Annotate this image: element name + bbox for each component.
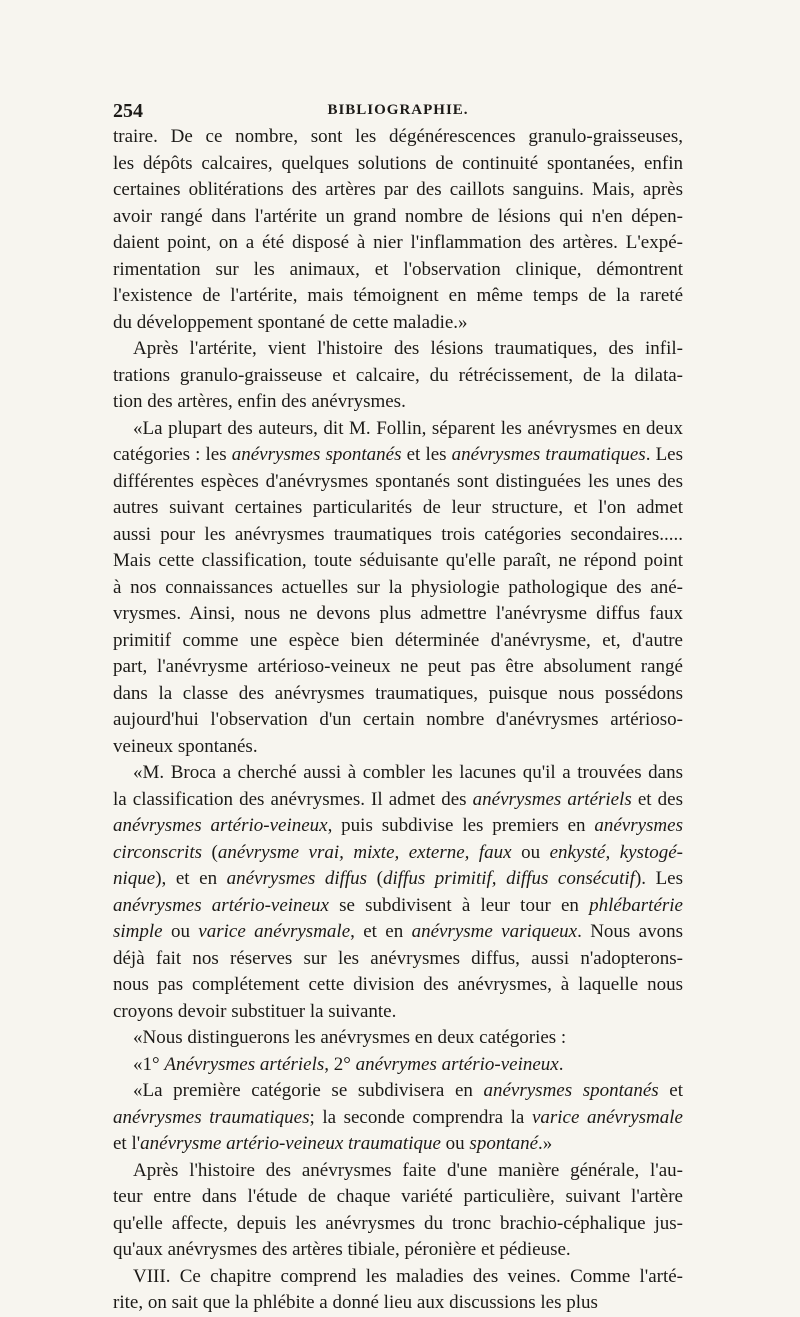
text-line: rimentation sur les animaux, et l'observation clinique, démontrent — [113, 258, 683, 280]
text-line: aussi pour les anévrysmes traumatiques trois catégories secondaires..... — [113, 523, 683, 545]
text-line: traire. De ce nombre, sont les dégénérescences granulo-graisseuses, — [113, 126, 683, 147]
text-line: rite, on sait que la phlébite a donné lieu aux discussions les plus — [113, 1292, 598, 1313]
text-line: circonscrits (anévrysme vrai, mixte, externe, faux ou enkysté, kystogé- — [113, 841, 683, 863]
text-line: anévrysmes artério-veineux se subdivisent à leur tour en phlébartérie — [113, 894, 683, 916]
text-line: «M. Broca a cherché aussi à combler les lacunes qu'il a trouvées dans — [133, 762, 683, 783]
text-line: dans la classe des anévrysmes traumatiques, puisque nous possédons — [113, 682, 683, 704]
running-title: BIBLIOGRAPHIE. — [327, 102, 469, 118]
text-line: simple ou varice anévrysmale, et en anévrysme variqueux. Nous avons — [113, 921, 683, 942]
text-line: autres suivant certaines particularités de leur structure, et l'on admet — [113, 497, 683, 518]
text-line: Après l'histoire des anévrysmes faite d'une manière générale, l'au- — [133, 1159, 683, 1181]
text-line: du développement spontané de cette maladie.» — [113, 311, 468, 333]
text-line: trations granulo-graisseuse et calcaire, du rétrécissement, de la dilata- — [113, 364, 683, 386]
text-line: qu'elle affecte, depuis les anévrysmes du tronc brachio-céphalique jus- — [113, 1212, 683, 1234]
text-line: catégories : les anévrysmes spontanés et les anévrysmes traumatiques. Les — [113, 444, 683, 465]
text-line: certaines oblitérations des artères par des caillots sanguins. Mais, après — [113, 179, 683, 200]
text-line: anévrysmes artério-veineux, puis subdivise les premiers en anévrysmes — [113, 815, 683, 836]
text-line: Après l'artérite, vient l'histoire des lésions traumatiques, des infil- — [133, 338, 683, 359]
text-line: daient point, on a été disposé à nier l'inflammation des artères. L'expé- — [113, 232, 683, 253]
text-line: VIII. Ce chapitre comprend les maladies des veines. Comme l'arté- — [133, 1265, 683, 1287]
text-line: primitif comme une espèce bien déterminée d'anévrysme, et, d'autre — [113, 629, 683, 651]
text-line: différentes espèces d'anévrysmes spontanés sont distinguées les unes des — [113, 470, 683, 492]
text-line: «Nous distinguerons les anévrysmes en deux catégories : — [133, 1027, 567, 1048]
text-line: part, l'anévrysme artérioso-veineux ne peut pas être absolument rangé — [113, 656, 683, 677]
text-line: la classification des anévrysmes. Il admet des anévrysmes artériels et des — [113, 788, 683, 810]
text-line: tion des artères, enfin des anévrysmes. — [113, 391, 406, 412]
text-line: à nos connaissances actuelles sur la physiologie pathologique des ané- — [113, 576, 683, 598]
text-line: les dépôts calcaires, quelques solutions de continuité spontanées, enfin — [113, 152, 683, 174]
text-line: Mais cette classification, toute séduisante qu'elle paraît, ne répond point — [113, 550, 683, 571]
text-line: avoir rangé dans l'artérite un grand nombre de lésions qui n'en dépen- — [113, 205, 683, 227]
text-line: vrysmes. Ainsi, nous ne devons plus admettre l'anévrysme diffus faux — [113, 603, 683, 624]
text-line: anévrysmes traumatiques; la seconde comprendra la varice anévrysmale — [113, 1106, 683, 1128]
text-line: «La première catégorie se subdivisera en anévrysmes spontanés et — [133, 1080, 684, 1101]
text-line: nique), et en anévrysmes diffus (diffus primitif, diffus consécutif). Les — [113, 868, 684, 889]
page-number: 254 — [113, 100, 143, 122]
text-line: nous pas complétement cette division des anévrysmes, à laquelle nous — [113, 974, 683, 995]
page-header — [113, 100, 683, 124]
text-line: «La plupart des auteurs, dit M. Follin, séparent les anévrysmes en deux — [133, 417, 683, 439]
text-line: l'existence de l'artérite, mais témoignent en même temps de la rareté — [113, 285, 683, 306]
text-line: «1° Anévrysmes artériels, 2° anévrymes artério-veineux. — [133, 1053, 564, 1075]
text-line: croyons devoir substituer la suivante. — [113, 1000, 397, 1022]
body-text — [113, 124, 683, 1317]
text-line: qu'aux anévrysmes des artères tibiale, péronière et pédieuse. — [113, 1239, 571, 1260]
text-line: et l'anévrysme artério-veineux traumatique ou spontané.» — [113, 1133, 553, 1154]
text-line: aujourd'hui l'observation d'un certain nombre d'anévrysmes artérioso- — [113, 709, 683, 730]
text-line: veineux spontanés. — [113, 735, 258, 757]
text-line: déjà fait nos réserves sur les anévrysmes diffus, aussi n'adopterons- — [113, 947, 683, 969]
text-line: teur entre dans l'étude de chaque variété particulière, suivant l'artère — [113, 1186, 683, 1207]
